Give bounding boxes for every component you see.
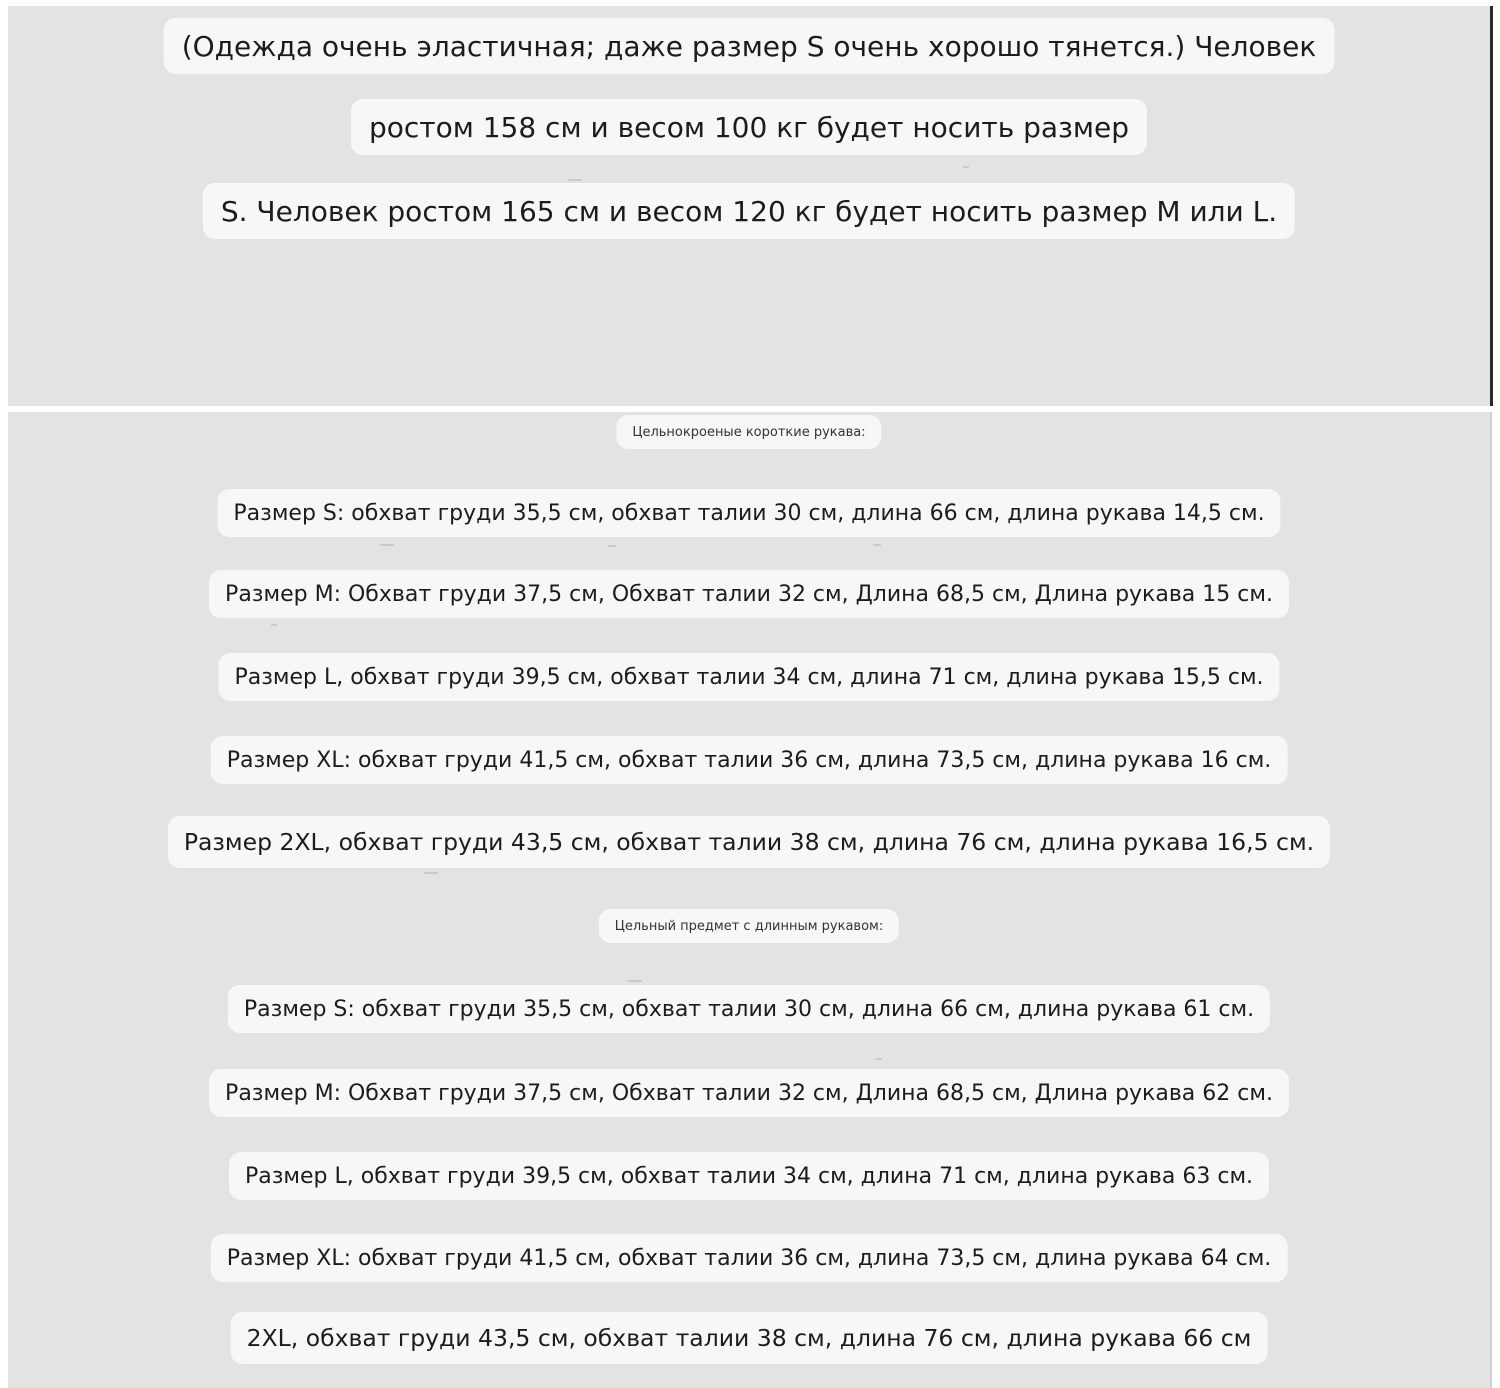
intro-panel — [8, 6, 1493, 406]
short-sleeve-row-s: Размер S: обхват груди 35,5 см, обхват талии 30 см, длина 66 см, длина рукава 14,5 см. — [217, 489, 1280, 537]
long-sleeve-heading: Цельный предмет с длинным рукавом: — [599, 909, 899, 943]
long-sleeve-row-m: Размер M: Обхват груди 37,5 см, Обхват талии 32 см, Длина 68,5 см, Длина рукава 62 см. — [209, 1069, 1289, 1117]
long-sleeve-row-s: Размер S: обхват груди 35,5 см, обхват талии 30 см, длина 66 см, длина рукава 61 см. — [228, 985, 1270, 1033]
intro-line-3: S. Человек ростом 165 см и весом 120 кг будет носить размер M или L. — [203, 183, 1295, 239]
short-sleeve-row-m: Размер M: Обхват груди 37,5 см, Обхват талии 32 см, Длина 68,5 см, Длина рукава 15 см. — [209, 570, 1289, 618]
background-speck — [608, 545, 616, 547]
background-speck — [568, 179, 582, 181]
background-speck — [873, 544, 881, 546]
background-speck — [963, 166, 969, 168]
long-sleeve-row-2xl: 2XL, обхват груди 43,5 см, обхват талии 38 см, длина 76 см, длина рукава 66 см — [231, 1312, 1268, 1364]
background-speck — [876, 1058, 882, 1060]
intro-line-1: (Одежда очень эластичная; даже размер S очень хорошо тянется.) Человек — [164, 18, 1335, 74]
short-sleeve-row-xl: Размер XL: обхват груди 41,5 см, обхват талии 36 см, длина 73,5 см, длина рукава 16 см. — [211, 736, 1288, 784]
short-sleeve-row-l: Размер L, обхват груди 39,5 см, обхват талии 34 см, длина 71 см, длина рукава 15,5 см. — [218, 653, 1279, 701]
background-speck — [271, 624, 277, 626]
background-speck — [380, 544, 394, 546]
short-sleeve-row-2xl: Размер 2XL, обхват груди 43,5 см, обхват талии 38 см, длина 76 см, длина рукава 16,5 см. — [168, 816, 1330, 868]
background-speck — [628, 980, 642, 982]
short-sleeve-heading: Цельнокроеные короткие рукава: — [616, 415, 881, 449]
long-sleeve-row-xl: Размер XL: обхват груди 41,5 см, обхват талии 36 см, длина 73,5 см, длина рукава 64 см. — [211, 1234, 1288, 1282]
intro-line-2: ростом 158 см и весом 100 кг будет носить размер — [351, 99, 1147, 155]
long-sleeve-row-l: Размер L, обхват груди 39,5 см, обхват талии 34 см, длина 71 см, длина рукава 63 см. — [229, 1152, 1269, 1200]
size-tables-panel — [8, 412, 1492, 1388]
background-speck — [424, 872, 438, 874]
